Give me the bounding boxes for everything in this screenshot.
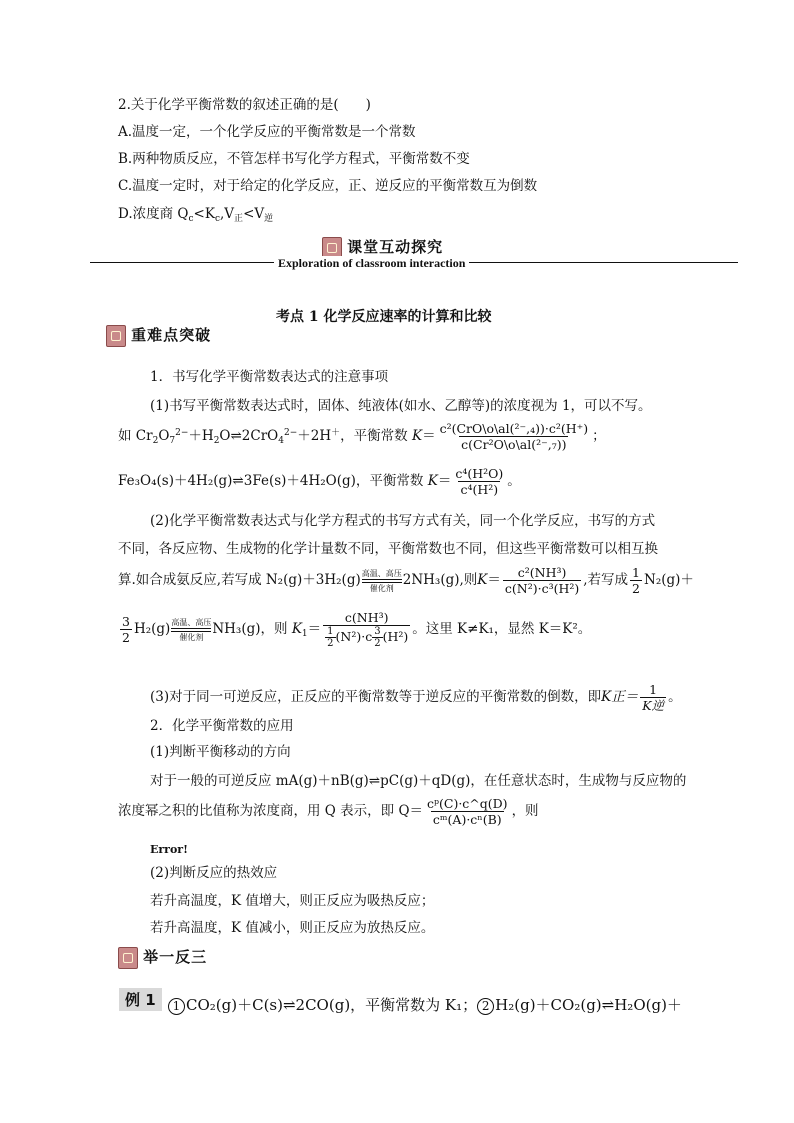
question-stem: 2.关于化学平衡常数的叙述正确的是( ) <box>118 97 371 113</box>
p2-line4: $\frac{3}{2}$ H₂(g) 高温、高压 催化剂 NH₃(g)，则 $K_1=$ c(NH³) $\frac{1}{2}$ (N²)·c $\frac{3}{2}$ (H²) 。这里 K≠K₁，显然 K＝K²。 <box>122 610 592 649</box>
p3: (3)对于同一可逆反应，正反应的平衡常数等于逆反应的平衡常数的倒数，即K正＝ $\frac{1}{\text{K逆}}$ 。 <box>150 682 682 713</box>
option-c: C.温度一定时，对于给定的化学反应，正、逆反应的平衡常数互为倒数 <box>118 178 538 194</box>
equation-2: Fe₃O₄(s)＋4H₂(g)⇌3Fe(s)＋4H₂O(g)，平衡常数 K＝ $\frac{\text{c⁴(H²O)}}{\text{c⁴(H²)}}$ 。 <box>118 466 521 497</box>
example-text: 1 CO₂(g)＋C(s)⇌2CO(g)，平衡常数为 K₁； 2 H₂(g)＋CO₂(g)⇌H₂O(g)＋ <box>168 994 682 1015</box>
app-heading: 2．化学平衡常数的应用 <box>150 718 294 734</box>
tag-icon <box>106 325 126 347</box>
example-tag: 例 1 <box>119 988 162 1011</box>
section-subtitle: Exploration of classroom interaction <box>274 256 469 271</box>
app-1: (1)判断平衡移动的方向 <box>150 744 291 760</box>
p2-line2: 不同，各反应物、生成物的化学计量数不同，平衡常数也不同，但这些平衡常数可以相互换 <box>118 541 658 557</box>
app-4: (2)判断反应的热效应 <box>150 865 278 881</box>
app-3: 浓度幂之积的比值称为浓度商，用 Q 表示，即 Q＝ $\frac{\text{cᵖ(C)·c\textasciicircum{}q(D)}}{\text{cᵐ(A)·cⁿ(B)}}$ ，则 <box>118 796 539 827</box>
p1-text: (1)书写平衡常数表达式时，固体、纯液体(如水、乙醇等)的浓度视为 1，可以不写。 <box>150 398 652 414</box>
circle-1: 1 <box>168 998 185 1015</box>
k-fraction-1: $\frac{\text{c²(CrO\textbackslash{}o\textbackslash{}al(²⁻,₄))·c²(H⁺)}}{\text{c(Cr²O\textbackslash{}o\textbackslash{}al(²⁻,₇))}}$ <box>439 421 589 452</box>
option-a: A.温度一定，一个化学反应的平衡常数是一个常数 <box>118 124 416 140</box>
p2-line3: 算.如合成氨反应,若写成 N₂(g)＋3H₂(g) 高温、高压 催化剂 2NH₃(g),则K＝ $\frac{\text{c²(NH³)}}{\text{c(N²)·c³(H²)}}$ ,若写成 $\frac{1}{2}$ N₂(g)＋ <box>118 565 694 596</box>
k-fraction-2: $\frac{\text{c⁴(H²O)}}{\text{c⁴(H²)}}$ <box>455 466 504 497</box>
tag-practice: 举一反三 <box>118 946 207 969</box>
error-text: Error! <box>150 843 188 856</box>
k1-fraction: c(NH³) $\frac{1}{2}$ (N²)·c $\frac{3}{2}$ (H²) <box>323 610 410 649</box>
p1-heading: 1．书写化学平衡常数表达式的注意事项 <box>150 369 389 385</box>
q-fraction: $\frac{\text{cᵖ(C)·c\textasciicircum{}q(D)}}{\text{cᵐ(A)·cⁿ(B)}}$ <box>427 796 508 827</box>
option-b: B.两种物质反应，不管怎样书写化学方程式，平衡常数不变 <box>118 151 470 167</box>
app-2: 对于一般的可逆反应 mA(g)＋nB(g)⇌pC(g)＋qD(g)，在任意状态时，生成物与反应物的 <box>150 773 687 789</box>
option-d: D.浓度商 $Q_c<K_c,V_正<V_逆$ <box>118 206 274 224</box>
topic-title: 考点 1 化学反应速率的计算和比较 <box>276 309 492 325</box>
circle-2: 2 <box>477 998 494 1015</box>
tag-key-points: 重难点突破 <box>106 324 211 347</box>
app-5: 若升高温度，K 值增大，则正反应为吸热反应； <box>150 893 435 909</box>
tag-icon <box>118 947 138 969</box>
section-title: 课堂互动探究 <box>347 238 444 256</box>
p2-line1: (2)化学平衡常数表达式与化学方程式的书写方式有关，同一个化学反应，书写的方式 <box>150 513 656 529</box>
reaction-conditions: 高温、高压 催化剂 <box>361 568 402 593</box>
equation-1: 如 $Cr_2O_7^{2-}+H_2O\rightleftharpoons 2CrO_4^{2-}+2H^+$，平衡常数 K＝ $\frac{\text{c²(CrO\textbackslash{}o\textbackslash{}al(²⁻,₄))·c²(H⁺)}}{\text{c(Cr²O\textbackslash{}o\textbackslash{}al(²⁻,₇))}}$ ； <box>118 421 606 452</box>
app-6: 若升高温度，K 值减小，则正反应为放热反应。 <box>150 920 435 936</box>
